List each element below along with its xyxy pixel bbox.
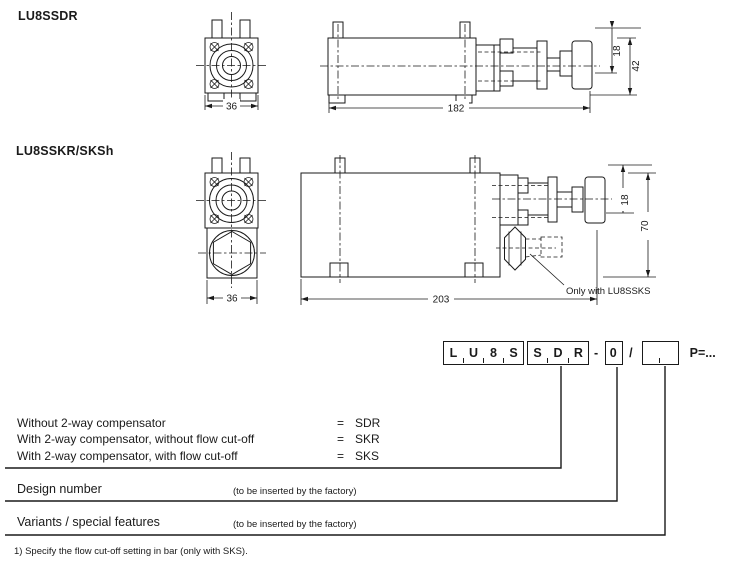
washer bbox=[572, 187, 583, 212]
order-code-dash: - bbox=[594, 346, 599, 360]
mounting-stud bbox=[240, 20, 250, 38]
dim-label: 203 bbox=[432, 294, 450, 306]
variants-label: Variants / special features bbox=[17, 515, 160, 529]
foot bbox=[329, 95, 345, 103]
knob bbox=[572, 41, 592, 89]
drawing-lu8ssdr bbox=[190, 8, 650, 120]
foot bbox=[208, 93, 224, 101]
dim-front-width bbox=[207, 280, 257, 305]
drawing-lu8sskr-sksh bbox=[190, 150, 670, 310]
valve-body-side bbox=[301, 173, 500, 277]
phantom-plug bbox=[541, 237, 562, 257]
option-label: With 2-way compensator, with flow cut-off bbox=[17, 449, 238, 463]
mounting-stud bbox=[240, 158, 250, 173]
pressure-suffix: P=... bbox=[689, 346, 716, 360]
dim-label: 36 bbox=[225, 101, 238, 113]
footnote: 1) Specify the flow cut-off setting in bar (only with SKS). bbox=[14, 546, 248, 557]
type-option-row bbox=[17, 449, 437, 464]
type-option-row bbox=[17, 416, 437, 431]
option-code: SKS bbox=[355, 449, 380, 463]
dim-label: 18 bbox=[612, 45, 623, 57]
callout-only-with-lu8ssks: Only with LU8SSKS bbox=[566, 286, 651, 297]
dim-front-width bbox=[205, 95, 258, 113]
hex-fitting bbox=[505, 227, 526, 270]
option-code: SDR bbox=[355, 416, 381, 430]
design-number-factory-note: (to be inserted by the factory) bbox=[233, 486, 357, 497]
flow-cutoff-fitting bbox=[505, 227, 563, 270]
dim-label: 42 bbox=[631, 60, 642, 72]
callout bbox=[530, 254, 650, 297]
order-code-slash: / bbox=[629, 346, 633, 360]
equals-sign: = bbox=[337, 416, 345, 430]
section-title-lu8ssdr: LU8SSDR bbox=[18, 9, 78, 23]
order-code-char: 0 bbox=[609, 346, 617, 360]
lu8sskr-side-view bbox=[301, 155, 656, 306]
order-code-char: L bbox=[449, 346, 458, 360]
section-title-lu8sskr-sksh: LU8SSKR/SKSh bbox=[16, 144, 114, 158]
variants-factory-note: (to be inserted by the factory) bbox=[233, 519, 357, 530]
lu8ssdr-side-view bbox=[320, 21, 642, 115]
option-code: SKR bbox=[355, 432, 380, 446]
flange-disc bbox=[548, 177, 557, 222]
design-number-label: Design number bbox=[17, 482, 102, 496]
lu8sskr-front-view bbox=[196, 152, 267, 305]
order-code-char: D bbox=[553, 346, 563, 360]
dim-small-height bbox=[606, 165, 652, 213]
valve-body-side bbox=[328, 38, 476, 95]
equals-sign: = bbox=[337, 449, 345, 463]
type-option-row bbox=[17, 432, 437, 447]
order-code-char: R bbox=[573, 346, 583, 360]
mounting-stud bbox=[212, 158, 222, 173]
order-code-char: U bbox=[468, 346, 478, 360]
adjustment-assembly bbox=[476, 39, 592, 91]
foot bbox=[240, 93, 256, 101]
dim-label: 182 bbox=[447, 103, 465, 115]
order-code-char: S bbox=[509, 346, 518, 360]
equals-sign: = bbox=[337, 432, 345, 446]
dim-label: 70 bbox=[640, 220, 651, 232]
flange-disc bbox=[537, 41, 547, 89]
adjustment-assembly bbox=[500, 175, 605, 225]
shaft bbox=[547, 58, 561, 71]
option-label: With 2-way compensator, without flow cut-off bbox=[17, 432, 255, 446]
knob bbox=[585, 177, 605, 223]
lu8ssdr-front-view bbox=[196, 12, 267, 113]
order-code-char: S bbox=[533, 346, 542, 360]
dim-label: 18 bbox=[620, 194, 631, 206]
mounting-stud bbox=[212, 20, 222, 38]
order-code-char: 8 bbox=[490, 346, 497, 360]
washer bbox=[560, 51, 572, 76]
dim-label: 36 bbox=[226, 293, 238, 305]
option-label: Without 2-way compensator bbox=[17, 416, 166, 430]
